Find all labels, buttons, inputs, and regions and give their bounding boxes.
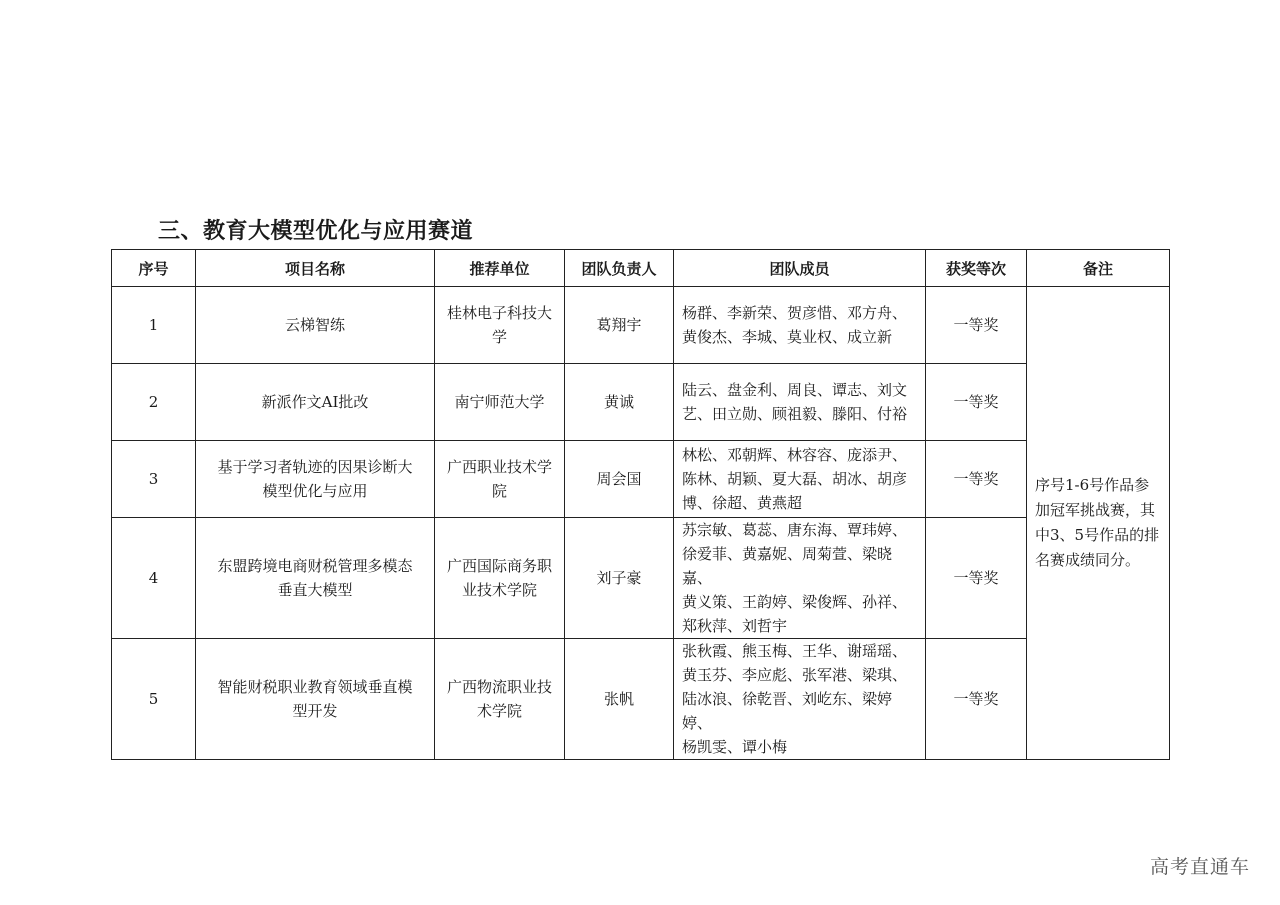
cell-index: 1 xyxy=(112,287,196,364)
cell-project: 智能财税职业教育领域垂直模 型开发 xyxy=(196,639,435,760)
cell-award: 一等奖 xyxy=(926,287,1027,364)
awards-table xyxy=(111,249,1170,760)
table-row xyxy=(112,287,1170,364)
cell-unit: 桂林电子科技大 学 xyxy=(435,287,565,364)
cell-index: 4 xyxy=(112,518,196,639)
cell-award: 一等奖 xyxy=(926,639,1027,760)
cell-leader: 葛翔宇 xyxy=(565,287,674,364)
header-leader: 团队负责人 xyxy=(565,250,674,287)
cell-award: 一等奖 xyxy=(926,441,1027,518)
header-index: 序号 xyxy=(112,250,196,287)
cell-leader: 张帆 xyxy=(565,639,674,760)
cell-project: 新派作文AI批改 xyxy=(196,364,435,441)
cell-members: 苏宗敏、葛蕊、唐东海、覃玮婷、 徐爱菲、黄嘉妮、周菊萱、梁晓嘉、 黄义策、王韵婷、梁俊辉、孙祥、 郑秋萍、刘哲宇 xyxy=(674,518,926,639)
cell-award: 一等奖 xyxy=(926,364,1027,441)
cell-members: 陆云、盘金利、周良、谭志、刘文 艺、田立勋、顾祖毅、滕阳、付裕 xyxy=(674,364,926,441)
cell-unit: 广西物流职业技 术学院 xyxy=(435,639,565,760)
cell-project: 东盟跨境电商财税管理多模态 垂直大模型 xyxy=(196,518,435,639)
header-project: 项目名称 xyxy=(196,250,435,287)
cell-leader: 刘子豪 xyxy=(565,518,674,639)
cell-award: 一等奖 xyxy=(926,518,1027,639)
table-row xyxy=(112,639,1170,760)
cell-leader: 周会国 xyxy=(565,441,674,518)
header-award: 获奖等次 xyxy=(926,250,1027,287)
watermark: 高考直通车 xyxy=(1149,856,1250,878)
cell-project: 基于学习者轨迹的因果诊断大 模型优化与应用 xyxy=(196,441,435,518)
table-row xyxy=(112,518,1170,639)
header-notes: 备注 xyxy=(1027,250,1170,287)
cell-index: 3 xyxy=(112,441,196,518)
header-unit: 推荐单位 xyxy=(435,250,565,287)
cell-project: 云梯智练 xyxy=(196,287,435,364)
cell-unit: 广西职业技术学 院 xyxy=(435,441,565,518)
cell-members: 林松、邓朝辉、林容容、庞添尹、 陈林、胡颖、夏大磊、胡冰、胡彦 博、徐超、黄燕超 xyxy=(674,441,926,518)
cell-notes: 序号1-6号作品参加冠军挑战赛，其中3、5号作品的排名赛成绩同分。 xyxy=(1027,287,1170,760)
cell-members: 杨群、李新荣、贺彦惜、邓方舟、 黄俊杰、李城、莫业权、成立新 xyxy=(674,287,926,364)
cell-index: 5 xyxy=(112,639,196,760)
header-members: 团队成员 xyxy=(674,250,926,287)
section-title: 三、教育大模型优化与应用赛道 xyxy=(158,219,474,244)
table-row xyxy=(112,441,1170,518)
cell-unit: 广西国际商务职 业技术学院 xyxy=(435,518,565,639)
cell-leader: 黄诚 xyxy=(565,364,674,441)
cell-index: 2 xyxy=(112,364,196,441)
table-header-row xyxy=(112,250,1170,287)
cell-members: 张秋霞、熊玉梅、王华、谢瑶瑶、 黄玉芬、李应彪、张军港、梁琪、 陆冰浪、徐乾晋、刘屹东、梁婷婷、 杨凯雯、谭小梅 xyxy=(674,639,926,760)
table-row xyxy=(112,364,1170,441)
cell-unit: 南宁师范大学 xyxy=(435,364,565,441)
